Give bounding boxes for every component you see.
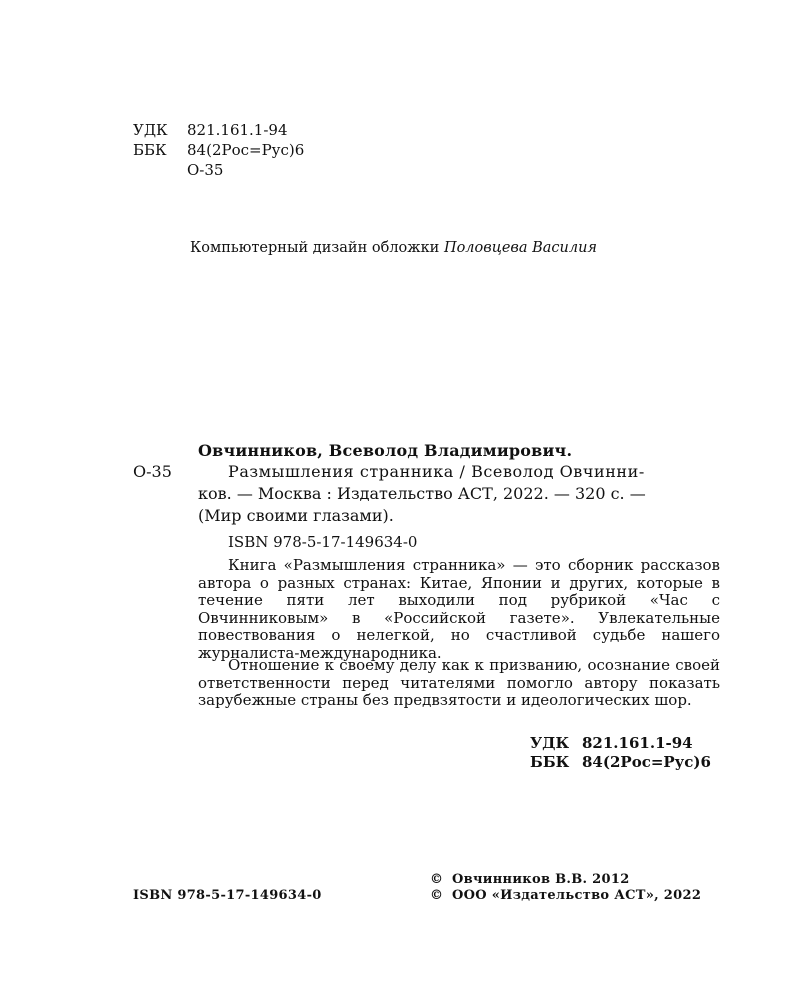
copyright-symbol: © — [430, 872, 444, 887]
bbk-bottom-label: ББК — [530, 753, 570, 771]
udk-value: 821.161.1-94 — [187, 121, 288, 139]
design-credit — [190, 240, 597, 256]
udk-bottom — [530, 734, 693, 753]
bbk-label: ББК — [133, 141, 167, 159]
udk-top — [133, 120, 288, 140]
bbk-bottom-value: 84(2Рос=Рус)6 — [582, 753, 711, 771]
bbk-value: 84(2Рос=Рус)6 — [187, 141, 305, 159]
annotation-paragraph-2: Отношение к своему делу как к призванию, осознание своей ответственности перед читателями помогло автору показать зарубежные страны без предвзятости и идеологических шор. — [198, 656, 720, 710]
bbk-bottom — [530, 753, 711, 772]
entry-title-line-1: Размышления странника / Всеволод Овчинни- — [228, 462, 645, 481]
copyright-publisher-text: ООО «Издательство АСТ», 2022 — [452, 888, 702, 903]
footer-isbn: ISBN 978-5-17-149634-0 — [133, 888, 322, 903]
design-credit-text: Компьютерный дизайн обложки — [190, 240, 440, 256]
entry-title-line-3: (Мир своими глазами). — [198, 506, 394, 525]
udk-bottom-label: УДК — [530, 734, 570, 752]
udk-label: УДК — [133, 121, 168, 139]
copyright-publisher — [430, 888, 701, 903]
designer-name: Половцева Василия — [443, 240, 598, 256]
udk-bottom-value: 821.161.1-94 — [582, 734, 693, 752]
entry-isbn: ISBN 978-5-17-149634-0 — [228, 533, 418, 551]
author-mark-top: О-35 — [187, 161, 224, 179]
entry-author-mark: О-35 — [133, 462, 172, 481]
entry-author: Овчинников, Всеволод Владимирович. — [198, 441, 573, 460]
annotation-paragraph-1: Книга «Размышления странника» — это сборник рассказов автора о разных странах: Китае, Японии и других, которые в течение пяти лет выходили под рубрикой «Час с Овчинниковым» в «Российской газете». Увлекательные повествования о нелегкой, но счастливой судьбе нашего журналиста-международника. — [198, 556, 720, 662]
copyright-author — [430, 872, 630, 887]
entry-title-line-2: ков. — Москва : Издательство АСТ, 2022. — 320 с. — — [198, 484, 646, 503]
copyright-symbol: © — [430, 888, 444, 903]
bbk-top — [133, 140, 304, 160]
copyright-author-text: Овчинников В.В. 2012 — [452, 872, 630, 887]
